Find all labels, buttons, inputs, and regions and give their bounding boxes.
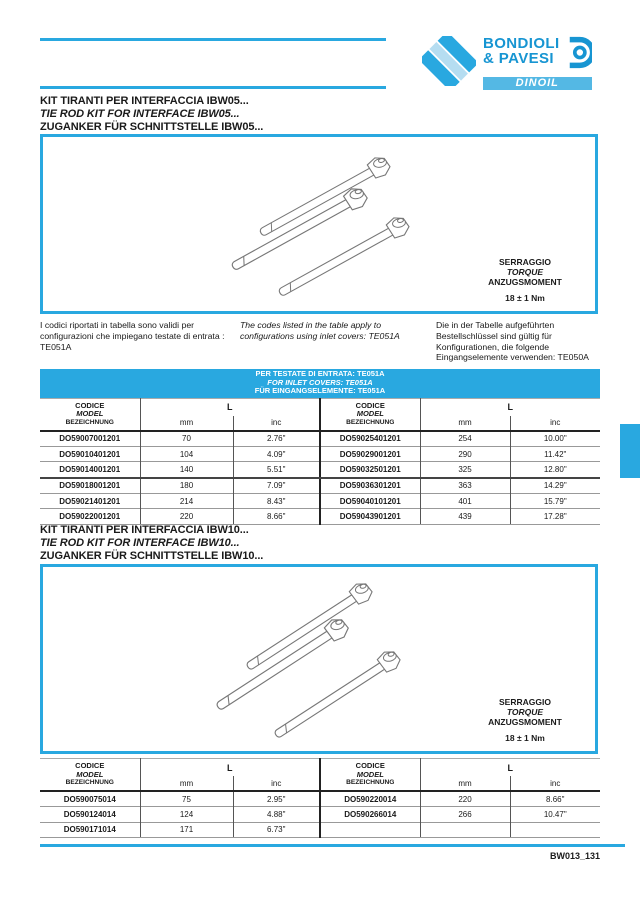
top-rule-lower xyxy=(40,86,386,89)
title-it: KIT TIRANTI PER INTERFACCIA IBW05... xyxy=(40,95,249,107)
figure-ibw10 xyxy=(40,564,598,754)
table-row: DO590171014 171 6.73" xyxy=(40,822,600,837)
brand-logo xyxy=(422,36,592,91)
table-ibw05 xyxy=(40,369,600,525)
document-code: BW013_131 xyxy=(549,851,600,861)
torque-value: 18 ± 1 Nm xyxy=(505,733,545,743)
col-header-length-left: L xyxy=(140,398,320,416)
torque-label-en: TORQUE xyxy=(506,707,544,717)
banner-line-de: FÜR EINGANGSELEMENTE: TE051A xyxy=(254,386,386,396)
table-row: DO59014001201 140 5.51" DO59032501201 325 12.80" xyxy=(40,462,600,478)
codes-table-ibw10 xyxy=(40,758,600,838)
title-de: ZUGANKER FÜR SCHNITTSTELLE IBW10... xyxy=(40,550,264,562)
col-header-code-left: CODICE MODEL BEZEICHNUNG xyxy=(40,759,140,792)
table-row: DO59021401201 214 8.43" DO59040101201 401 15.79" xyxy=(40,493,600,508)
codes-table-ibw05 xyxy=(40,398,600,525)
table-row: DO590124014 124 4.88" DO590266014 266 10.47" xyxy=(40,807,600,822)
col-header-length-left: L xyxy=(140,759,320,777)
top-rule-upper xyxy=(40,38,386,41)
brand-d-mark-icon xyxy=(564,36,592,74)
section-title-ibw05 xyxy=(40,95,263,134)
col-header-mm-left: mm xyxy=(140,776,233,791)
col-header-code-right: CODICE MODEL BEZEICHNUNG xyxy=(320,398,420,431)
table-row: DO59022001201 220 8.66" DO59043901201 439 17.28" xyxy=(40,509,600,524)
title-de: ZUGANKER FÜR SCHNITTSTELLE IBW05... xyxy=(40,121,264,133)
col-header-inc-right: inc xyxy=(510,776,600,791)
note-german: Die in der Tabelle aufgeführten Bestellschlüssel sind gültig für Konfigurationen, die folgende Eingangselemente verwenden: TE050A xyxy=(436,320,589,363)
col-header-inc-left: inc xyxy=(233,416,320,431)
title-en: TIE ROD KIT FOR INTERFACE IBW10... xyxy=(40,537,240,549)
torque-value: 18 ± 1 Nm xyxy=(505,293,545,303)
brand-sub-banner: DINOIL xyxy=(483,77,592,90)
notes-row xyxy=(40,320,600,363)
col-header-inc-right: inc xyxy=(510,416,600,431)
brand-name-line1: BONDIOLI xyxy=(483,35,560,52)
col-header-length-right: L xyxy=(420,759,600,777)
table-ibw10 xyxy=(40,758,600,838)
table-row: DO59007001201 70 2.76" DO59025401201 254 10.00" xyxy=(40,431,600,447)
table-row: DO59018001201 180 7.09" DO59036301201 363 14.29" xyxy=(40,478,600,494)
brand-stripes-icon xyxy=(422,36,476,91)
torque-label-it: SERRAGGIO xyxy=(499,257,551,267)
col-header-mm-left: mm xyxy=(140,416,233,431)
col-header-code-right: CODICE MODEL BEZEICHNUNG xyxy=(320,759,420,792)
section-title-ibw10 xyxy=(40,524,263,563)
brand-name-line2: & PAVESI xyxy=(483,50,554,67)
figure-ibw05 xyxy=(40,134,598,314)
torque-label-en: TORQUE xyxy=(506,267,544,277)
banner-line-it: PER TESTATE DI ENTRATA: TE051A xyxy=(255,369,385,378)
note-english: The codes listed in the table apply to configurations using inlet covers: TE051A xyxy=(240,320,400,341)
col-header-mm-right: mm xyxy=(420,416,510,431)
title-en: TIE ROD KIT FOR INTERFACE IBW05... xyxy=(40,108,240,120)
torque-spec xyxy=(459,697,591,743)
table-row: DO59010401201 104 4.09" DO59029001201 290 11.42" xyxy=(40,447,600,462)
note-italian: I codici riportati in tabella sono validi per configurazioni che impiegano testate di entrata : TE051A xyxy=(40,320,225,352)
torque-label-de: ANZUGSMOMENT xyxy=(488,277,562,287)
banner-line-en: FOR INLET COVERS: TE051A xyxy=(267,377,373,387)
torque-label-it: SERRAGGIO xyxy=(499,697,551,707)
table-banner xyxy=(40,369,600,398)
col-header-mm-right: mm xyxy=(420,776,510,791)
footer-rule xyxy=(40,844,625,847)
table-row: DO590075014 75 2.95" DO590220014 220 8.66" xyxy=(40,791,600,807)
torque-spec xyxy=(459,257,591,303)
col-header-code-left: CODICE MODEL BEZEICHNUNG xyxy=(40,398,140,431)
col-header-inc-left: inc xyxy=(233,776,320,791)
title-it: KIT TIRANTI PER INTERFACCIA IBW10... xyxy=(40,524,249,536)
torque-label-de: ANZUGSMOMENT xyxy=(488,717,562,727)
col-header-length-right: L xyxy=(420,398,600,416)
page-index-tab xyxy=(620,424,640,478)
